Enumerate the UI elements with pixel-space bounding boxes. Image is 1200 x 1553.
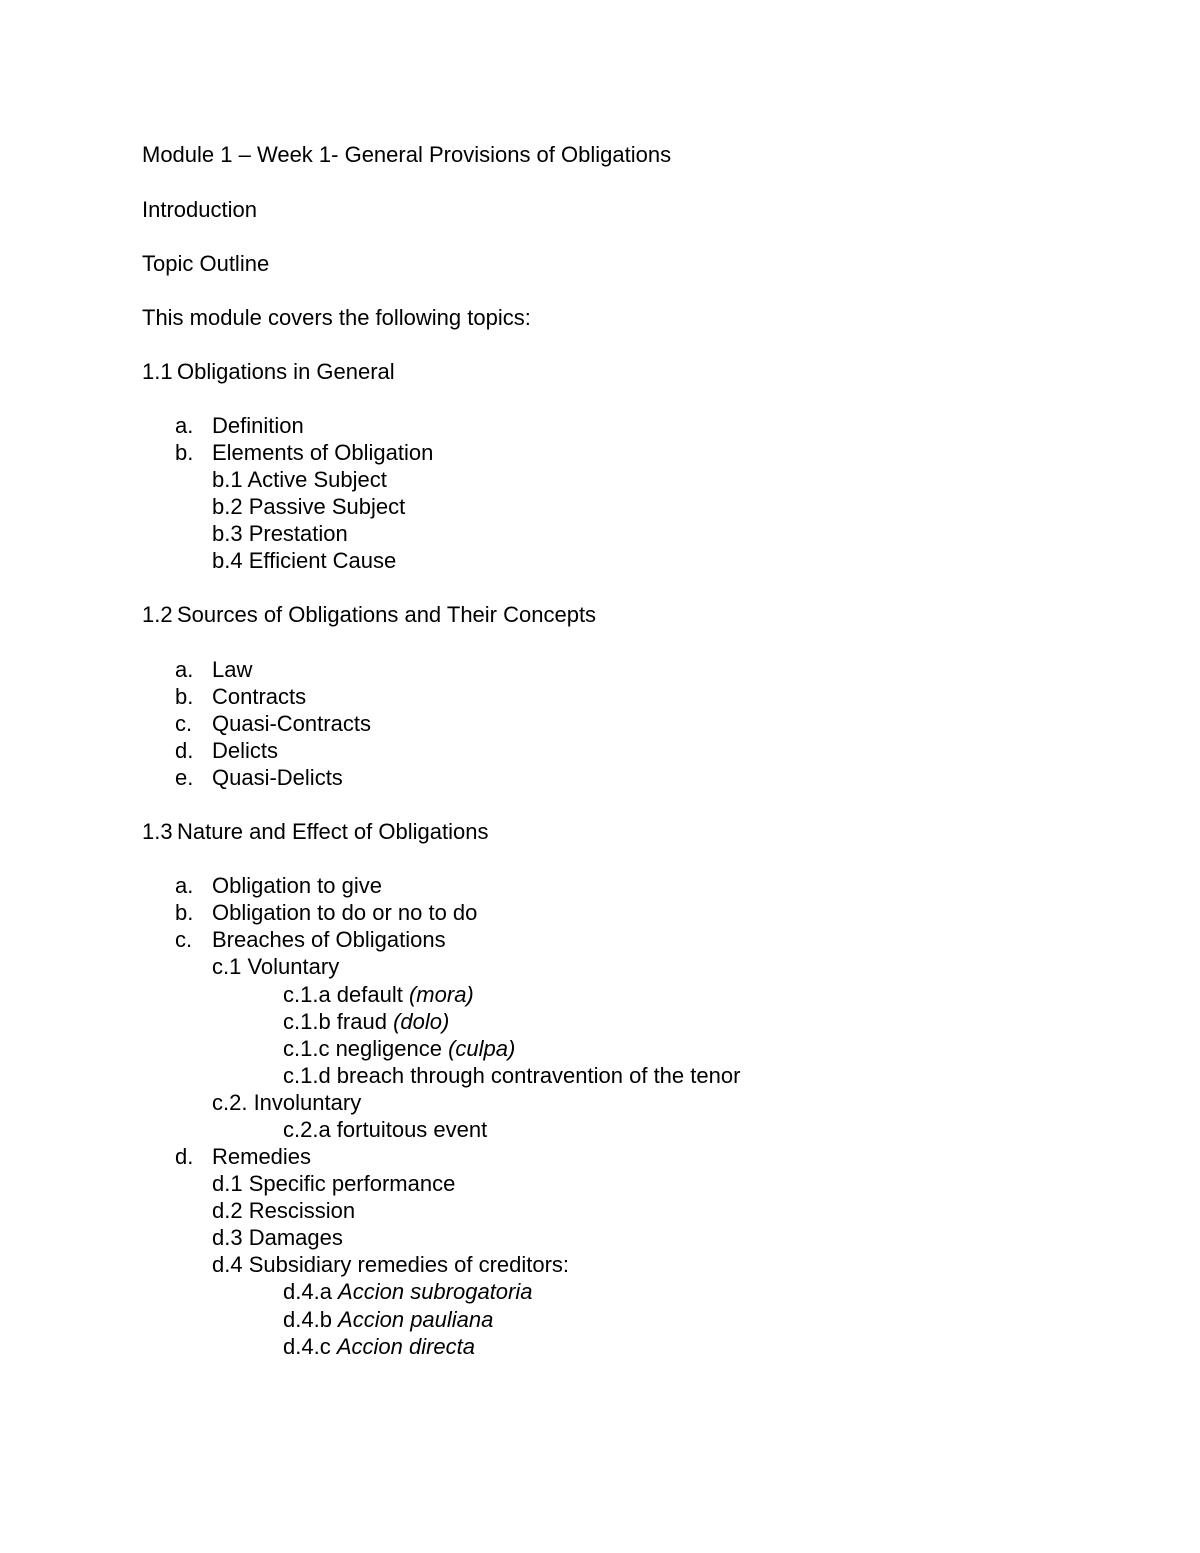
list-item-marker: a. — [175, 873, 194, 898]
sub-sub-list-item: c.1.a default (mora) — [283, 982, 474, 1007]
list-item: Elements of Obligation — [212, 440, 434, 465]
list-item: Breaches of Obligations — [212, 927, 446, 952]
list-item: Definition — [212, 413, 304, 438]
list-item-marker: a. — [175, 657, 194, 682]
introduction-heading: Introduction — [142, 197, 257, 222]
section-number: 1.3 — [142, 819, 173, 844]
list-item-marker: d. — [175, 738, 194, 763]
section-heading-1-2 — [142, 601, 596, 628]
covers-statement: This module covers the following topics: — [142, 305, 531, 330]
sub-list-item: b.4 Efficient Cause — [212, 548, 397, 573]
topic-outline-heading: Topic Outline — [142, 251, 270, 276]
list-item-marker: d. — [175, 1144, 194, 1169]
section-heading-1-3 — [142, 818, 488, 845]
sub-list-item: d.3 Damages — [212, 1225, 343, 1250]
list-item: Delicts — [212, 738, 279, 763]
sub-sub-list-item: d.4.a Accion subrogatoria — [283, 1279, 533, 1304]
list-item-marker: c. — [175, 711, 193, 736]
list-item: Contracts — [212, 684, 307, 709]
list-item: Obligation to do or no to do — [212, 900, 478, 925]
document-title: Module 1 – Week 1- General Provisions of Obligations — [142, 142, 672, 167]
section-number: 1.2 — [142, 602, 173, 627]
sub-list-item: d.2 Rescission — [212, 1198, 356, 1223]
list-item-marker: a. — [175, 413, 194, 438]
sub-list-item: c.2. Involuntary — [212, 1090, 362, 1115]
list-item: Obligation to give — [212, 873, 382, 898]
sub-list-item: b.3 Prestation — [212, 521, 348, 546]
section-title: Sources of Obligations and Their Concepts — [177, 602, 597, 627]
sub-sub-list-item: c.1.b fraud (dolo) — [283, 1009, 450, 1034]
sub-sub-list-item: c.1.c negligence (culpa) — [283, 1036, 516, 1061]
sub-sub-list-item: c.2.a fortuitous event — [283, 1117, 488, 1142]
sub-list-item: d.1 Specific performance — [212, 1171, 456, 1196]
sub-list-item: d.4 Subsidiary remedies of creditors: — [212, 1252, 570, 1277]
list-item-marker: b. — [175, 900, 194, 925]
list-item: Remedies — [212, 1144, 312, 1169]
list-item: Law — [212, 657, 253, 682]
list-item-marker: e. — [175, 765, 194, 790]
sub-list-item: b.1 Active Subject — [212, 467, 387, 492]
list-item-marker: b. — [175, 440, 194, 465]
section-heading-1-1 — [142, 358, 395, 385]
sub-sub-list-item: d.4.c Accion directa — [283, 1334, 475, 1359]
sub-list-item: c.1 Voluntary — [212, 954, 340, 979]
section-number: 1.1 — [142, 359, 173, 384]
list-item: Quasi-Delicts — [212, 765, 343, 790]
list-item-marker: c. — [175, 927, 193, 952]
sub-sub-list-item: d.4.b Accion pauliana — [283, 1307, 494, 1332]
list-item: Quasi-Contracts — [212, 711, 371, 736]
sub-list-item: b.2 Passive Subject — [212, 494, 406, 519]
list-item-marker: b. — [175, 684, 194, 709]
sub-sub-list-item: c.1.d breach through contravention of the tenor — [283, 1063, 741, 1088]
section-title: Nature and Effect of Obligations — [177, 819, 489, 844]
section-title: Obligations in General — [177, 359, 395, 384]
